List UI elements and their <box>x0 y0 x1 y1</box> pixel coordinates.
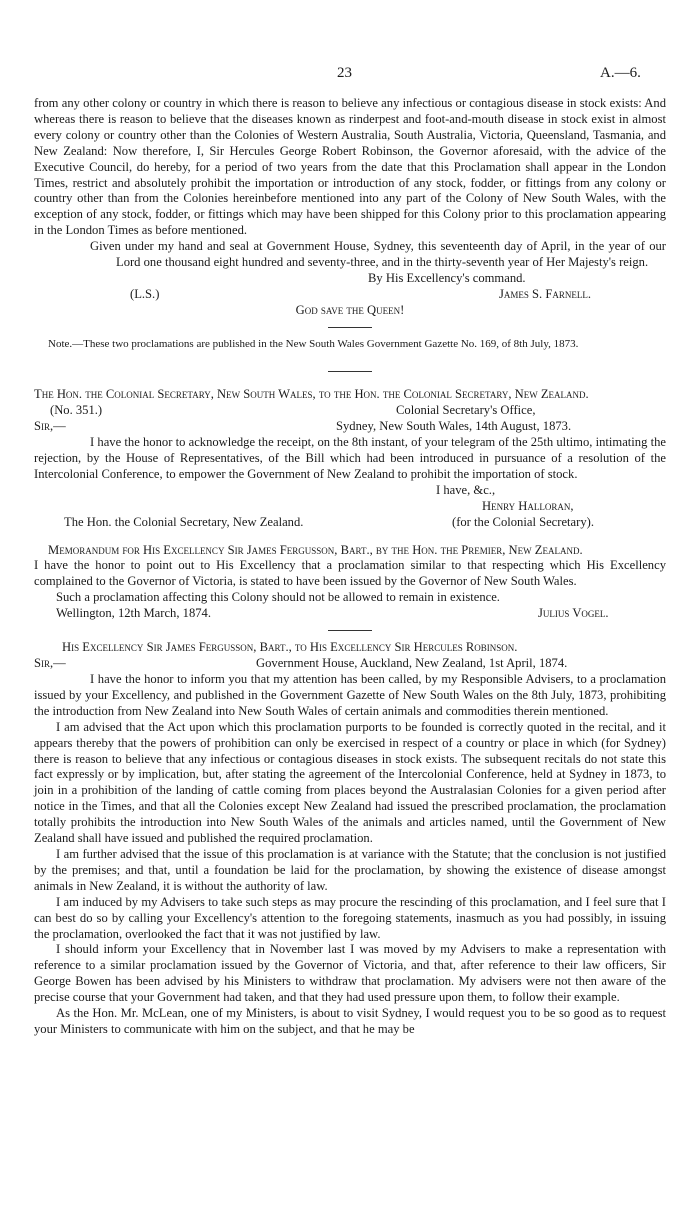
memo-body-2: Such a proclamation affecting this Colony should not be allowed to remain in existence. <box>56 590 500 605</box>
letter1-signer-role: (for the Colonial Secretary). <box>452 514 594 529</box>
letter2-paragraph-4: I am induced by my Advisers to take such steps as may procure the rescinding of this proclamation, and I feel sure that I can best do so by calling your Excellency's attention to the foregoing statements, inasmuch as you had possibly, in issuing the proclamation, overlooked the fact that it was not justified by law. <box>34 894 666 941</box>
seal-mark: (L.S.) <box>130 286 160 301</box>
letter2-heading: His Excellency Sir James Fergusson, Bart., to His Excellency Sir Hercules Robinson. <box>62 640 518 655</box>
letter1-addressee: The Hon. the Colonial Secretary, New Zealand. <box>64 514 304 529</box>
page-number: 23 <box>337 65 352 81</box>
letter1-closing: I have, &c., <box>436 482 496 497</box>
letter1-heading: The Hon. the Colonial Secretary, New South Wales, to the Hon. the Colonial Secretary, New Zealand. <box>34 386 589 401</box>
proclamation-signer: James S. Farnell. <box>499 286 592 301</box>
letter2-paragraph-1: I have the honor to inform you that my attention has been called, by my Responsible Advisers, to a proclamation issued by your Excellency, and published in the Government Gazette of New South Wales on the 8th July, 1873, prohibiting the introduction from New Zealand into New South Wales of certain animals and commodities therein mentioned. <box>34 672 666 718</box>
divider <box>328 630 372 631</box>
letter2-paragraph-6: As the Hon. Mr. McLean, one of my Ministers, is about to visit Sydney, I would request you to be so good as to request your Ministers to communicate with him on the subject, and that he may be <box>34 1006 666 1036</box>
letter2-date-row <box>34 656 666 672</box>
god-save-the-queen: God save the Queen! <box>295 302 405 317</box>
proclamation-command-row <box>34 271 666 287</box>
letter1-office: Colonial Secretary's Office, <box>396 402 536 417</box>
letter2-paragraph-3: I am further advised that the issue of this proclamation is at variance with the Statute; that the conclusion is not justified by the premises; and that, until a foundation be laid for the proclamation, by showing the existence of disease amongst animals in New Zealand, it is without the authority of law. <box>34 847 666 893</box>
letter2-salutation: Sir,— <box>34 656 66 671</box>
letter1-signer: Henry Halloran, <box>482 498 574 513</box>
letter1-number-row <box>34 403 666 419</box>
memo-heading: Memorandum for His Excellency Sir James Fergusson, Bart., by the Hon. the Premier, New Zealand. <box>48 542 583 557</box>
proclamation-signature-row <box>34 287 666 303</box>
memo-body: I have the honor to point out to His Excellency that a proclamation similar to that respecting which His Excellency complained to the Governor of Victoria, is stated to have been issued by the Governor of New South Wales. <box>34 558 666 589</box>
letter1-closing-row <box>34 483 666 499</box>
letter1-date-row <box>34 419 666 435</box>
proclamation-paragraph: from any other colony or country in which there is reason to believe any infectious or contagious disease in stock exists: And whereas there is reason to believe that the diseases known as rinderpest and foot-and-mouth disease in stock exist in almost every colony or country other than the Colonies of Western Australia, South Australia, Victoria, Queensland, Tasmania, and New Zealand: Now therefore, I, Sir Hercules George Robert Robinson, the Governor aforesaid, with the advice of the Executive Council, do hereby, for a period of two years from the date that this Proclamation shall appear in the London Times, restrict and absolutely prohibit the importation or introduction of any stock, fodder, or fittings from any colony or country other than from the Colonies hereinbefore mentioned into any part of the Colony of New South Wales, with the exception of any stock, fodder, or fittings which may have been shipped for this Colony prior to this proclamation appearing in the London Times as before mentioned. <box>34 96 666 238</box>
letter1-body: I have the honor to acknowledge the receipt, on the 8th instant, of your telegram of the 25th ultimo, intimating the rejection, by the House of Representatives, of the Bill which had been introduced in pursuance of a resolution of the Intercolonial Conference, to empower the Government of New Zealand to prohibit the importation of stock. <box>34 434 666 481</box>
memo-place-date: Wellington, 12th March, 1874. <box>56 606 211 621</box>
letter1-number: (No. 351.) <box>50 402 103 417</box>
proclamation-given: Given under my hand and seal at Government House, Sydney, this seventeenth day of April, in the year of our Lord one thousand eight hundred and seventy-three, and in the thirty-seventh year of Her Majesty's reign. <box>90 239 666 270</box>
letter1-signer-row <box>34 499 666 515</box>
letter1-place-date: Sydney, New South Wales, 14th August, 1873. <box>336 418 572 433</box>
divider <box>328 371 372 372</box>
page-header <box>0 66 700 86</box>
letter2-paragraph-5: I should inform your Excellency that in November last I was moved by my Advisers to make a representation with reference to a similar proclamation issued by the Governor of Victoria, and that, after reference to their law officers, Sir George Bowen has been advised by his Ministers to withdraw that proclamation. My advisers were not then aware of the precise course that your Government had taken, and that they had used pressure upon them, to follow their example. <box>34 942 666 1005</box>
page-reference: A.—6. <box>600 65 641 81</box>
letter1-salutation: Sir,— <box>34 418 66 433</box>
letter2-paragraph-2: I am advised that the Act upon which this proclamation purports to be founded is correctly quoted in the recital, and it appears thereby that the powers of prohibition can only be exercised in respect of a country or place in which (for Sydney) there is reason to believe that any infectious or contagious diseases in stock exists. The subsequent recitals do not state this fact expressly or by implication, but, after stating the agreement of the Intercolonial Conference, held at Sydney in 1873, to join in a prohibition of the landing of cattle coming from places beyond the Australasian Colonies for a given period after notice in the Times, and that all the Colonies except New Zealand had issued the prescribed proclamation, the proclamation totally prohibits the introduction into New South Wales of the animals and articles named, until the Government of New Zealand shall have issued and published the required proclamation. <box>34 719 666 846</box>
divider <box>328 327 372 328</box>
proclamation-command: By His Excellency's command. <box>368 270 526 285</box>
document-body <box>34 96 666 1038</box>
letter2-place-date: Government House, Auckland, New Zealand, 1st April, 1874. <box>256 656 568 671</box>
proclamation-note: Note.—These two proclamations are published in the New South Wales Government Gazette No. 169, of 8th July, 1873. <box>48 337 579 350</box>
letter1-addressee-row <box>34 515 666 531</box>
memo-signer: Julius Vogel. <box>538 606 609 621</box>
memo-signature-row <box>34 606 666 622</box>
